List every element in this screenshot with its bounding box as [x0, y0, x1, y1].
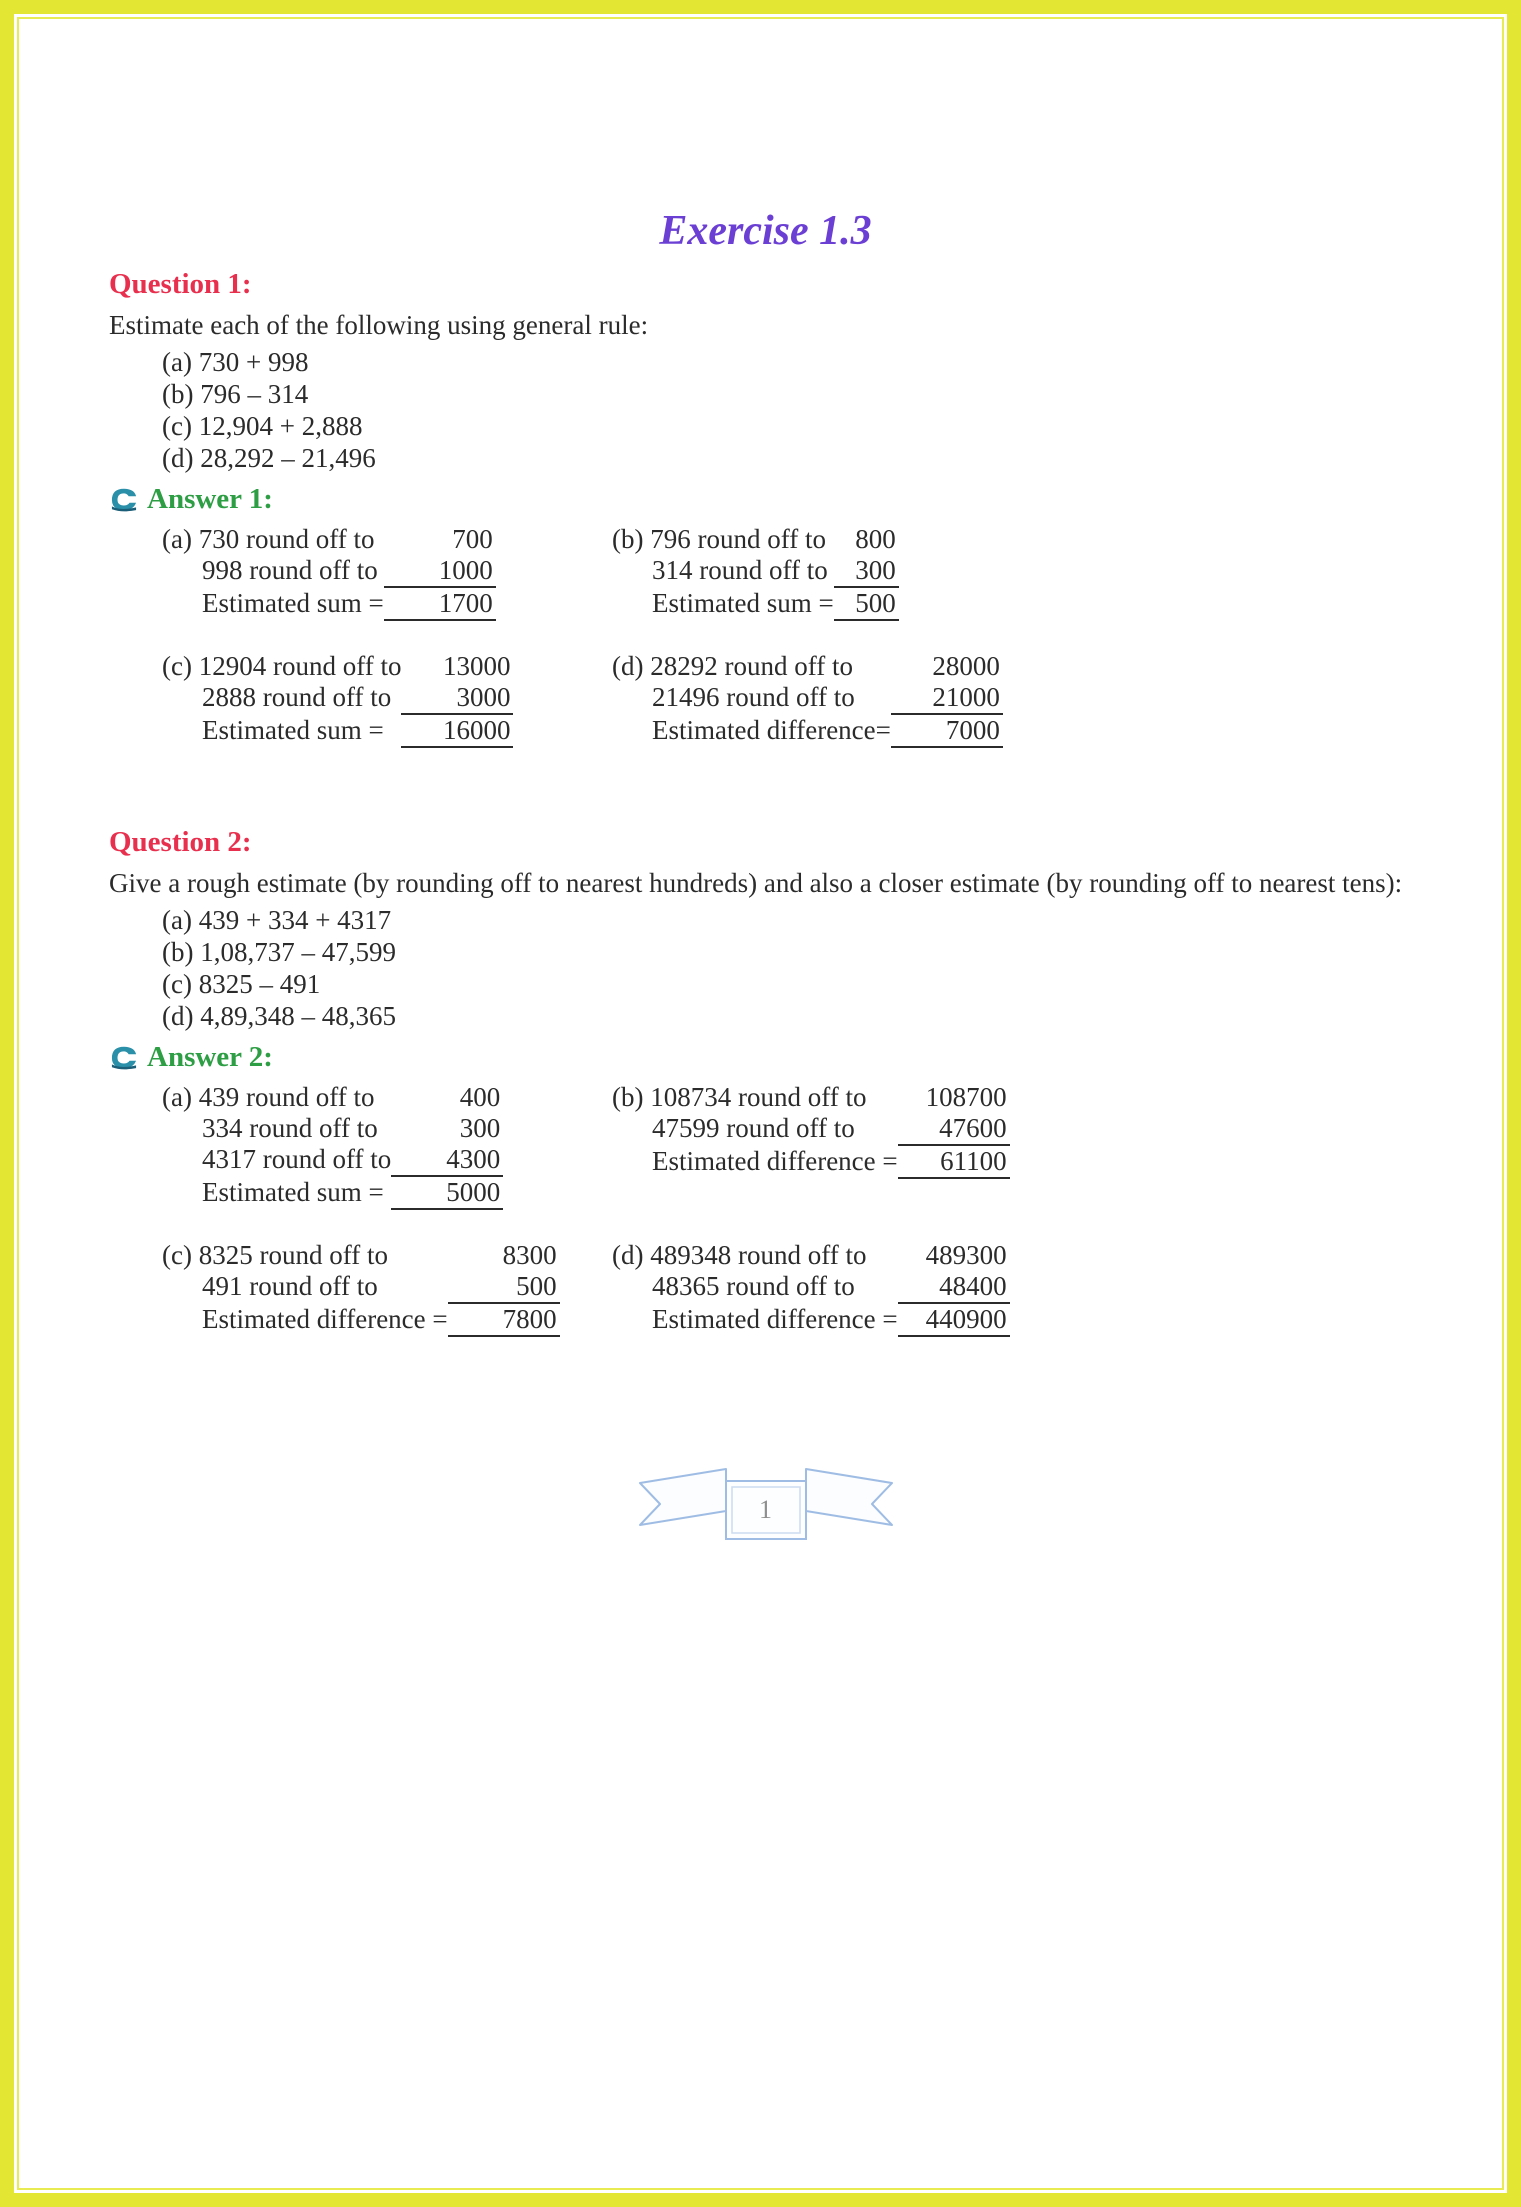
answer-line-label: (d) 28292 round off to: [612, 651, 853, 682]
answer1-row-group-1: [162, 524, 1422, 621]
answer-line-label: Estimated difference=: [652, 715, 891, 746]
answer-line-value: 5000: [391, 1177, 503, 1210]
answer-line-label: Estimated difference =: [202, 1304, 448, 1335]
answer-block-2c: [162, 1240, 560, 1337]
question2-item-a: (a) 439 + 334 + 4317: [162, 904, 392, 935]
answer-line-label: (b) 796 round off to: [612, 524, 826, 555]
evidyarthi-logo-icon: [109, 486, 139, 512]
answer2-row-group-2: [162, 1240, 1422, 1337]
page-footer: [109, 1463, 1422, 1549]
question2-item-b: (b) 1,08,737 – 47,599: [162, 936, 396, 967]
answer-line-value: 108700: [925, 1082, 1007, 1113]
answer-line-label: (a) 730 round off to: [162, 524, 375, 555]
answer-line-value: 48400: [898, 1271, 1010, 1304]
question2-item-c: (c) 8325 – 491: [162, 968, 321, 999]
answer-line-label: (c) 12904 round off to: [162, 651, 402, 682]
answer-line-value: 4300: [391, 1144, 503, 1177]
answer-line-label: 998 round off to: [202, 555, 378, 586]
answer-line-label: 4317 round off to: [202, 1144, 392, 1175]
evidyarthi-logo-icon: [109, 1044, 139, 1070]
answer-block-2a: [162, 1082, 503, 1210]
answer-block-2b: [612, 1082, 1010, 1179]
answer-line-label: (b) 108734 round off to: [612, 1082, 867, 1113]
question1-item-a: (a) 730 + 998: [162, 346, 309, 377]
answer-line-label: 314 round off to: [652, 555, 828, 586]
answer-line-value: 28000: [932, 651, 1000, 682]
page-content: [109, 14, 1422, 1549]
answer-line-label: Estimated difference =: [652, 1304, 898, 1335]
question1-item-b: (b) 796 – 314: [162, 378, 309, 409]
answer1-heading-label: Answer 1:: [147, 482, 273, 515]
answer-line-value: 700: [452, 524, 493, 555]
answer-line-label: (a) 439 round off to: [162, 1082, 375, 1113]
page-number: 1: [759, 1495, 772, 1525]
answer-line-label: Estimated sum =: [202, 715, 384, 746]
answer-line-value: 8300: [502, 1240, 557, 1271]
question2-heading: Question 2:: [109, 826, 252, 859]
answer-line-value: 47600: [898, 1113, 1010, 1146]
answer-line-label: 2888 round off to: [202, 682, 392, 713]
answer-line-value: 21000: [891, 682, 1003, 715]
answer-line-label: 491 round off to: [202, 1271, 378, 1302]
answer-line-value: 500: [448, 1271, 560, 1304]
answer-line-label: 47599 round off to: [652, 1113, 855, 1144]
answer-line-value: 7800: [448, 1304, 560, 1337]
answer-block-1a: [162, 524, 496, 621]
answer-line-label: Estimated sum =: [202, 1177, 384, 1208]
answer2-heading-label: Answer 2:: [147, 1040, 273, 1073]
question2-list: [162, 904, 1422, 1032]
question1-item-d: (d) 28,292 – 21,496: [162, 442, 376, 473]
answer-block-1b: [612, 524, 899, 621]
question1-item-c: (c) 12,904 + 2,888: [162, 410, 363, 441]
page-number-ribbon: [626, 1463, 906, 1549]
answer-line-label: (c) 8325 round off to: [162, 1240, 388, 1271]
answer-line-value: 440900: [898, 1304, 1010, 1337]
question2-intro: Give a rough estimate (by rounding off to nearest hundreds) and also a closer estimate (by rounding off to nearest tens):: [109, 867, 1403, 898]
answer-line-value: 13000: [442, 651, 511, 682]
answer-block-1d: [612, 651, 1003, 748]
answer-line-value: 7000: [891, 715, 1003, 748]
answer-line-value: 3000: [401, 682, 513, 715]
answer2-heading: [109, 1040, 1422, 1075]
answer-line-label: 21496 round off to: [652, 682, 855, 713]
answer-line-value: 489300: [925, 1240, 1007, 1271]
question1-heading: Question 1:: [109, 268, 252, 301]
answer-line-value: 800: [855, 524, 896, 555]
exercise-title: Exercise 1.3: [659, 208, 872, 254]
answer-line-label: Estimated sum =: [652, 588, 834, 619]
answer-line-label: (d) 489348 round off to: [612, 1240, 867, 1271]
answer1-heading: [109, 482, 1422, 517]
answer-line-value: 400: [459, 1082, 501, 1113]
answer-line-value: 1700: [384, 588, 496, 621]
answer-line-value: 16000: [401, 715, 513, 748]
answer-line-value: 300: [459, 1113, 501, 1144]
answer-line-value: 300: [834, 555, 899, 588]
answer-line-value: 500: [834, 588, 899, 621]
question1-list: [162, 346, 1422, 474]
answer-line-value: 61100: [898, 1146, 1010, 1179]
question1-intro: Estimate each of the following using general rule:: [109, 309, 649, 340]
answer-block-1c: [162, 651, 513, 748]
answer2-row-group-1: [162, 1082, 1422, 1210]
answer-line-label: 48365 round off to: [652, 1271, 855, 1302]
question2-item-d: (d) 4,89,348 – 48,365: [162, 1000, 396, 1031]
answer-line-value: 1000: [384, 555, 496, 588]
answer-line-label: Estimated sum =: [202, 588, 384, 619]
answer-line-label: 334 round off to: [202, 1113, 378, 1144]
answer1-row-group-2: [162, 651, 1422, 748]
answer-line-label: Estimated difference =: [652, 1146, 898, 1177]
answer-block-2d: [612, 1240, 1010, 1337]
